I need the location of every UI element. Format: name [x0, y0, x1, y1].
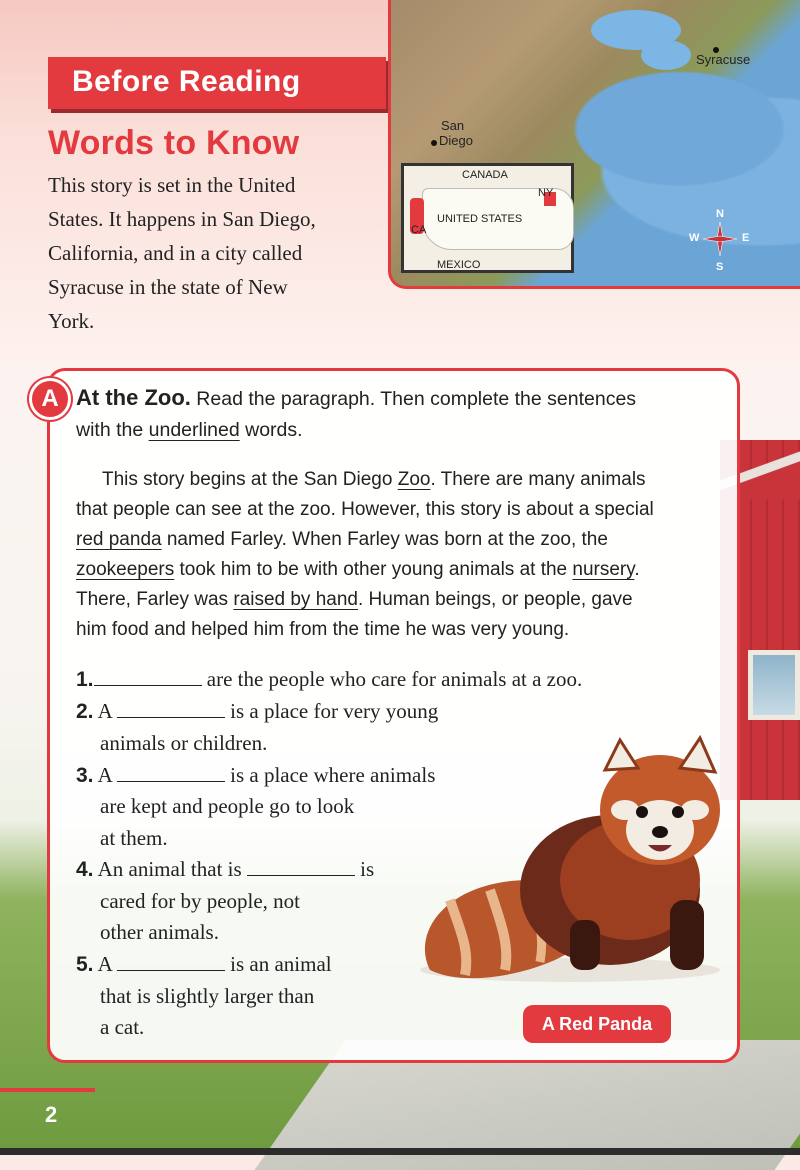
- vocab-zookeepers: zookeepers: [76, 559, 175, 580]
- san-diego-dot: [431, 140, 437, 146]
- item-number: 2.: [76, 700, 94, 723]
- item-continuation: are kept and people go to look: [100, 794, 355, 818]
- compass-star-icon: [695, 214, 745, 264]
- bottom-edge: [0, 1148, 800, 1155]
- paragraph-text: named Farley. When Farley was born at the zoo, the: [161, 529, 608, 550]
- activity-title: At the Zoo.: [76, 385, 191, 410]
- vocab-zoo: Zoo: [397, 469, 431, 490]
- paragraph-text: .: [634, 559, 640, 580]
- canada-label: CANADA: [462, 169, 508, 181]
- page-number: 2: [45, 1102, 58, 1127]
- vocab-red-panda: red panda: [76, 529, 162, 550]
- item-text: is: [354, 857, 375, 881]
- item-text: A: [93, 699, 117, 723]
- item-text: are the people who care for animals at a zoo.: [201, 667, 583, 691]
- united-states-label: UNITED STATES: [437, 213, 523, 225]
- inset-map: [401, 163, 574, 273]
- exercise-item-1: [76, 664, 582, 696]
- compass-n: N: [716, 208, 724, 220]
- intro-line: States. It happens in San Diego,: [48, 207, 316, 231]
- syracuse-label: Syracuse: [696, 52, 751, 67]
- item-text: is a place for very young: [224, 699, 439, 723]
- item-continuation: cared for by people, not: [100, 889, 301, 913]
- item-continuation: animals or children.: [100, 731, 268, 755]
- map-illustration: [388, 0, 800, 289]
- compass-rose-icon: [689, 208, 750, 273]
- item-continuation: that is slightly larger than: [100, 984, 315, 1008]
- item-text: is a place where animals: [224, 763, 436, 787]
- red-panda-image: [410, 730, 730, 990]
- paragraph-text: him food and helped him from the time he was very young.: [76, 619, 570, 640]
- item-text: A: [93, 763, 117, 787]
- answer-blank[interactable]: [247, 857, 355, 876]
- item-number: 5.: [76, 953, 94, 976]
- item-continuation: other animals.: [100, 920, 219, 944]
- item-continuation: a cat.: [100, 1015, 145, 1039]
- item-text: is an animal: [224, 952, 332, 976]
- answer-blank[interactable]: [117, 952, 225, 971]
- item-continuation: at them.: [100, 826, 168, 850]
- intro-text: [48, 168, 378, 338]
- great-lakes: [641, 40, 691, 70]
- page-number-rule: [0, 1088, 95, 1092]
- activity-instructions: [76, 382, 716, 446]
- exercise-item-3: [76, 760, 435, 792]
- before-reading-label: Before Reading: [72, 65, 301, 98]
- item-number: 4.: [76, 858, 94, 881]
- item-number: 3.: [76, 764, 94, 787]
- compass-e: E: [742, 232, 750, 244]
- instruction-text: words.: [239, 419, 303, 441]
- intro-line: California, and in a city called: [48, 241, 303, 265]
- san-label: San: [441, 118, 465, 133]
- instruction-text: Read the paragraph. Then complete the sentences: [190, 388, 637, 410]
- words-to-know-heading: Words to Know: [48, 124, 300, 162]
- item-number: 1.: [76, 668, 94, 691]
- before-reading-banner: [48, 57, 386, 109]
- reading-paragraph: [76, 465, 726, 645]
- underlined-word: underlined: [148, 419, 240, 441]
- instruction-text: with the: [76, 419, 149, 441]
- item-text: An animal that is: [93, 857, 247, 881]
- mexico-label: MEXICO: [437, 259, 481, 271]
- answer-blank[interactable]: [117, 699, 225, 718]
- paragraph-text: There, Farley was: [76, 589, 234, 610]
- vocab-raised-by-hand: raised by hand: [233, 589, 358, 610]
- intro-line: This story is set in the United: [48, 173, 296, 197]
- exercise-item-5: [76, 949, 332, 981]
- paragraph-text: that people can see at the zoo. However, this story is about a special: [76, 499, 654, 520]
- ny-label: NY: [538, 187, 554, 199]
- paragraph-text: This story begins at the San Diego: [102, 469, 398, 490]
- image-caption: A Red Panda: [523, 1005, 671, 1043]
- intro-line: York.: [48, 309, 95, 333]
- barn-window: [748, 650, 800, 720]
- activity-badge: A: [29, 378, 71, 420]
- exercise-item-4: [76, 854, 374, 886]
- compass-s: S: [716, 261, 724, 273]
- item-text: A: [93, 952, 117, 976]
- paragraph-text: took him to be with other young animals at the: [174, 559, 573, 580]
- compass-w: W: [689, 232, 700, 244]
- vocab-nursery: nursery: [572, 559, 635, 580]
- paragraph-text: . There are many animals: [430, 469, 646, 490]
- paragraph-text: . Human beings, or people, gave: [357, 589, 633, 610]
- intro-line: Syracuse in the state of New: [48, 275, 288, 299]
- exercise-item-2: [76, 696, 438, 728]
- answer-blank[interactable]: [117, 763, 225, 782]
- ca-label: CA: [411, 224, 427, 236]
- answer-blank[interactable]: [94, 667, 202, 686]
- diego-label: Diego: [439, 133, 473, 148]
